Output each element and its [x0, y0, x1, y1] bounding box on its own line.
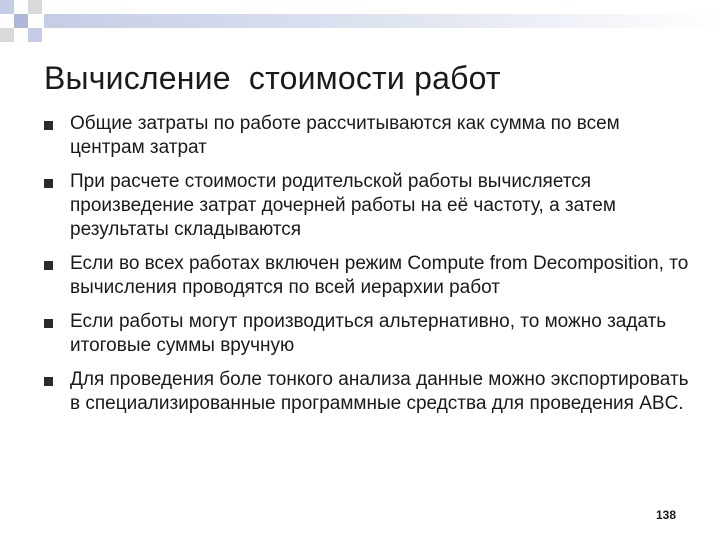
bullet-square-icon: [44, 261, 53, 270]
bullet-text: Для проведения боле тонкого анализа данные можно экспортировать в специализированные программные средства для проведения ABC.: [70, 369, 689, 414]
list-item: [44, 252, 694, 300]
list-item: [44, 170, 694, 242]
list-item: [44, 368, 694, 416]
list-item: [44, 112, 694, 160]
bullet-text: Если работы могут производиться альтернативно, то можно задать итоговые суммы вручную: [70, 311, 667, 356]
header-decoration: [0, 0, 720, 44]
bullet-text: При расчете стоимости родительской работы вычисляется произведение затрат дочерней работы на её частоту, а затем результаты складываются: [70, 171, 616, 240]
list-item: [44, 310, 694, 358]
bullet-text: Если во всех работах включен режим Compute from Decomposition, то вычисления проводятся по всей иерархии работ: [70, 253, 689, 298]
bullet-text: Общие затраты по работе рассчитываются как сумма по всем центрам затрат: [70, 113, 620, 158]
bullet-square-icon: [44, 319, 53, 328]
bullet-list: [44, 112, 694, 426]
page-number: 138: [655, 508, 676, 522]
slide-title: Вычисление стоимости работ: [44, 60, 501, 96]
bullet-square-icon: [44, 179, 53, 188]
bullet-square-icon: [44, 121, 53, 130]
bullet-square-icon: [44, 377, 53, 386]
